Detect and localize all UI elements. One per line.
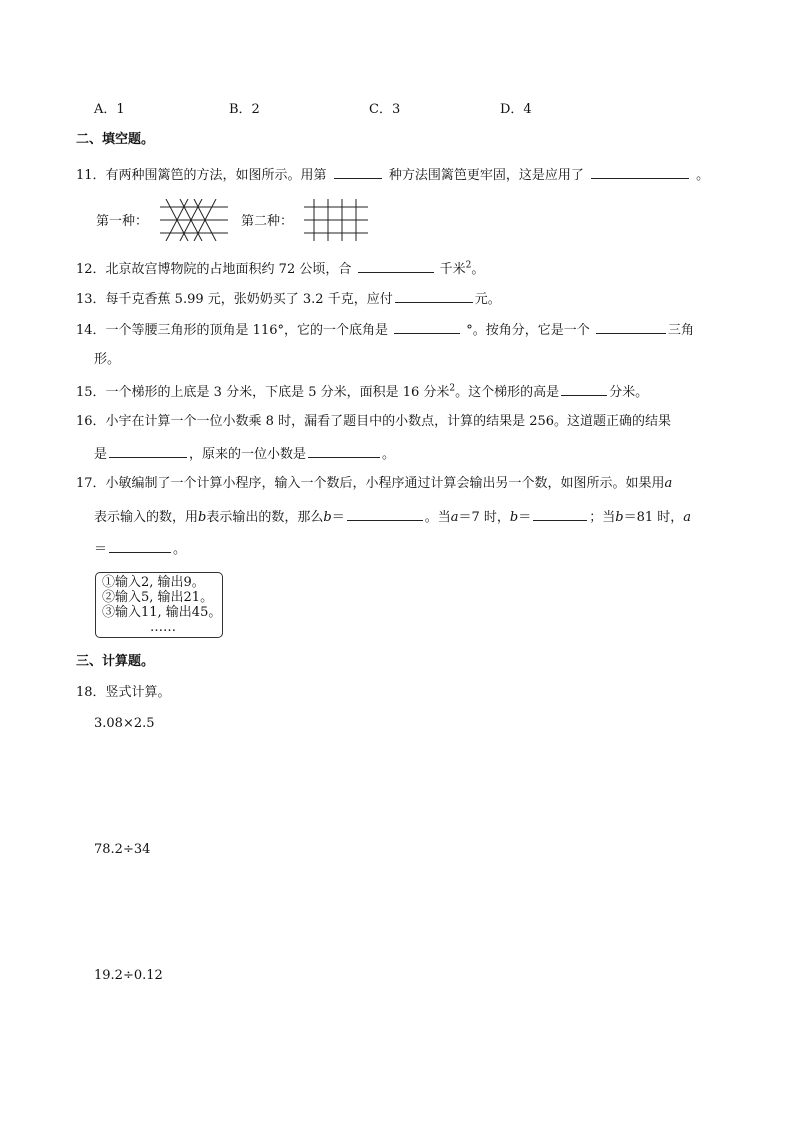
q16-blank-1[interactable] [109,443,187,458]
q15-text-b: 。这个梯形的高是 [455,385,560,400]
q14-text-b: °。按角分，它是一个 [466,323,590,338]
calc-item-2: 78.2÷34 [94,842,151,857]
q11-blank-1[interactable] [334,164,382,179]
program-line-ellipsis: …… [150,620,176,635]
q17-var-b-1: b [198,510,207,525]
question-13 [76,288,501,310]
program-line-2: ②输入5, 输出21。 [102,590,214,605]
q17-text-a: 17．小敏编制了一个计算小程序，输入一个数后，小程序通过计算会输出另一个数，如图所示。如果用 [76,476,665,491]
fence-diagonal-figure [160,199,228,241]
q17-text-b6: ＝ [518,510,532,525]
q16-blank-2[interactable] [308,443,380,458]
q14-blank-1[interactable] [394,319,460,334]
q15-blank[interactable] [561,381,607,396]
q12-text-c: 。 [471,262,485,277]
fence-label-second: 第二种： [241,214,294,229]
q17-line-3 [94,538,186,560]
fence-grid-figure [304,199,368,241]
q11-blank-2[interactable] [591,164,689,179]
q17-var-a: a [664,476,673,491]
question-15 [76,381,648,403]
fence-label-first: 第一种： [96,214,149,229]
question-16: 16．小宇在计算一个一位小数乘 8 时，漏看了题目中的小数点，计算的结果是 256。这道题正确的结果 [76,414,672,429]
q14-text-a: 14．一个等腰三角形的顶角是 116°，它的一个底角是 [76,323,388,338]
option-a: A．1 [94,102,125,117]
q17-var-b-4: b [615,510,624,525]
q11-text-c: 。 [696,168,710,183]
program-io-box [95,572,223,638]
program-line-1: ①输入2, 输出9。 [102,575,205,590]
q15-text-a: 15．一个梯形的上底是 3 分米，下底是 5 分米，面积是 16 分米 [76,385,450,400]
section-heading-calc: 三、计算题。 [76,654,155,669]
q12-superscript: 2 [465,260,472,271]
calc-item-1: 3.08×2.5 [94,716,155,731]
q14-blank-2[interactable] [596,319,666,334]
q15-superscript: 2 [449,383,456,394]
calc-item-3: 19.2÷0.12 [94,968,163,983]
q13-text-b: 元。 [474,292,501,307]
q17-blank-2[interactable] [533,506,587,521]
q17-blank-3[interactable] [109,538,171,553]
q14-continuation: 形。 [94,352,121,367]
q17-text-b5: ＝7 时， [458,510,510,525]
q17-var-b-2: b [323,510,332,525]
q17-text-b3: ＝ [331,510,345,525]
program-line-3: ③输入11, 输出45。 [102,605,222,620]
q14-text-c: 三角 [667,323,694,338]
q17-line-2 [94,506,691,528]
q13-text-a: 13．每千克香蕉 5.99 元，张奶奶买了 3.2 千克，应付 [76,292,393,307]
q17-text-b1: 表示输入的数，用 [94,510,199,525]
q17-text-c1: ＝ [94,542,108,557]
q16-text-d: 。 [382,447,396,462]
q17-var-b-3: b [509,510,519,525]
q17-text-b2: 表示输出的数，那么 [206,510,324,525]
q17-text-b8: ＝81 时， [623,510,684,525]
option-c: C．3 [369,102,401,117]
q16-text-c: ，原来的一位小数是 [189,447,307,462]
question-18-title: 18．竖式计算。 [76,685,171,700]
section-heading-fill: 二、填空题。 [76,132,155,147]
option-d: D．4 [500,102,532,117]
question-12 [76,258,484,280]
q12-text-a: 12．北京故宫博物院的占地面积约 72 公顷，合 [76,262,352,277]
q15-text-c: 分米。 [609,385,649,400]
q17-text-b4: 。当 [424,510,451,525]
q16-continuation [94,443,395,465]
q12-text-b: 千米 [439,262,466,277]
q11-text-b: 种方法围篱笆更牢固，这是应用了 [388,168,584,183]
q17-text-c2: 。 [173,542,187,557]
q16-text-b: 是 [94,447,108,462]
q12-blank[interactable] [358,258,434,273]
question-17 [76,474,672,494]
q17-blank-1[interactable] [347,506,423,521]
question-14 [76,319,694,341]
option-b: B．2 [229,102,260,117]
q17-var-a-2: a [450,510,459,525]
q17-text-b7: ；当 [589,510,616,525]
q17-var-a-3: a [683,510,692,525]
question-11 [76,164,709,186]
q11-text-a: 11．有两种围篱笆的方法，如图所示。用第 [76,168,327,183]
q13-blank[interactable] [395,288,473,303]
